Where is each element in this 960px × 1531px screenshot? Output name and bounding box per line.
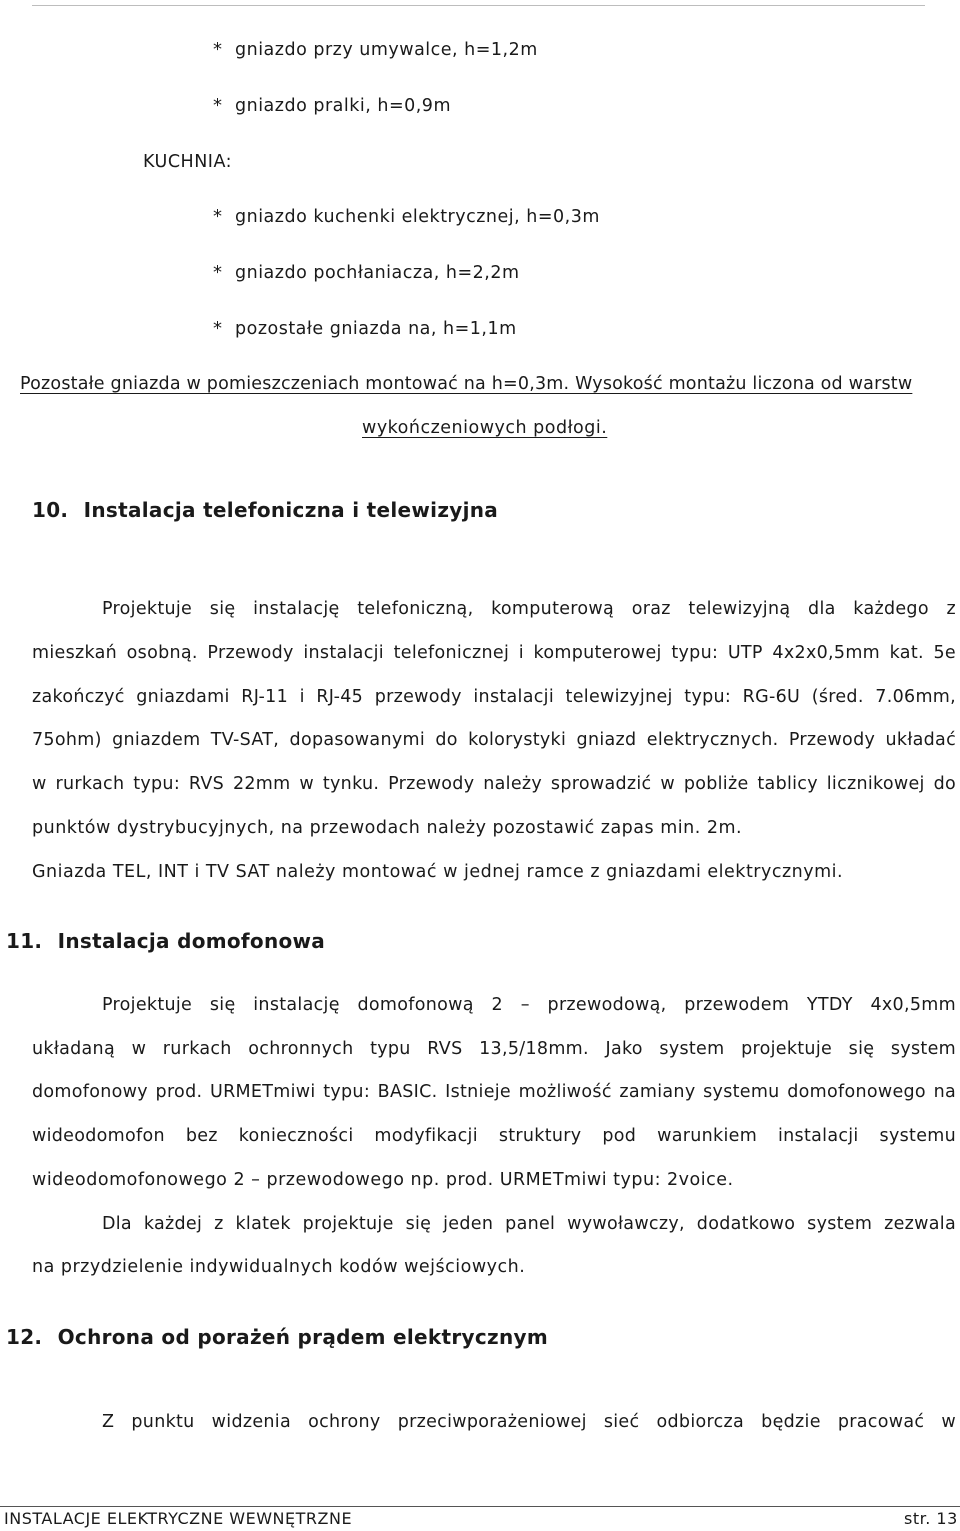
paragraph-line: domofonowy prod. URMETmiwi typu: BASIC. Istnieje możliwość zamiany systemu domofonowego na <box>32 1082 956 1102</box>
paragraph-line: wideodomofon bez konieczności modyfikacji struktury pod warunkiem instalacji systemu <box>32 1126 956 1146</box>
paragraph-line: Dla każdej z klatek projektuje się jeden panel wywoławczy, dodatkowo system zezwala <box>102 1214 956 1234</box>
bullet-item: gniazdo pralki, h=0,9m <box>235 96 451 116</box>
kitchen-label: KUCHNIA: <box>143 152 233 172</box>
bullet-marker: * <box>213 262 222 283</box>
paragraph-line: wideodomofonowego 2 – przewodowego np. prod. URMETmiwi typu: 2voice. <box>32 1170 734 1190</box>
section-number: 11. <box>6 929 43 953</box>
bullet-item: pozostałe gniazda na, h=1,1m <box>235 319 517 339</box>
paragraph-line: punktów dystrybucyjnych, na przewodach należy pozostawić zapas min. 2m. <box>32 818 743 838</box>
paragraph-line: układaną w rurkach ochronnych typu RVS 13,5/18mm. Jako system projektuje się system <box>32 1039 956 1059</box>
bullet-marker: * <box>213 318 222 339</box>
paragraph-line: mieszkań osobną. Przewody instalacji telefonicznej i komputerowej typu: UTP 4x2x0,5mm kat. 5e <box>32 643 956 663</box>
section-title: Instalacja telefoniczna i telewizyjna <box>83 498 499 522</box>
paragraph-line: zakończyć gniazdami RJ-11 i RJ-45 przewody instalacji telewizyjnej typu: RG-6U (śred. 7.06mm, <box>32 687 956 707</box>
section-number: 10. <box>32 498 69 522</box>
paragraph-line: Z punktu widzenia ochrony przeciwporażeniowej sieć odbiorcza będzie pracować w <box>102 1412 956 1432</box>
paragraph-line: Gniazda TEL, INT i TV SAT należy montować w jednej ramce z gniazdami elektrycznymi. <box>32 862 844 882</box>
section-number: 12. <box>6 1325 43 1349</box>
section-11-heading <box>6 928 325 954</box>
sockets-note-line: Pozostałe gniazda w pomieszczeniach montować na h=0,3m. Wysokość montażu liczona od warstw <box>20 374 913 394</box>
footer-title: INSTALACJE ELEKTRYCZNE WEWNĘTRZNE <box>4 1509 353 1528</box>
bullet-marker: * <box>213 206 222 227</box>
bullet-marker: * <box>213 39 222 60</box>
section-title: Instalacja domofonowa <box>57 929 326 953</box>
bullet-item: gniazdo kuchenki elektrycznej, h=0,3m <box>235 207 600 227</box>
paragraph-line: Projektuje się instalację telefoniczną, komputerową oraz telewizyjną dla każdego z <box>102 599 956 619</box>
section-title: Ochrona od porażeń prądem elektrycznym <box>57 1325 548 1349</box>
bullet-item: gniazdo przy umywalce, h=1,2m <box>235 40 538 60</box>
paragraph-line: w rurkach typu: RVS 22mm w tynku. Przewody należy sprowadzić w pobliże tablicy licznikowej do <box>32 774 956 794</box>
page-number: str. 13 <box>904 1509 958 1528</box>
bullet-marker: * <box>213 95 222 116</box>
section-12-heading <box>6 1324 548 1350</box>
paragraph-line: 75ohm) gniazdem TV-SAT, dopasowanymi do kolorystyki gniazd elektrycznych. Przewody układać <box>32 730 956 750</box>
section-10-heading <box>32 497 498 523</box>
top-rule <box>32 5 925 6</box>
paragraph-line: na przydzielenie indywidualnych kodów wejściowych. <box>32 1257 526 1277</box>
bullet-item: gniazdo pochłaniacza, h=2,2m <box>235 263 520 283</box>
sockets-note-line: wykończeniowych podłogi. <box>362 418 608 438</box>
footer-rule <box>0 1506 960 1507</box>
paragraph-line: Projektuje się instalację domofonową 2 – przewodową, przewodem YTDY 4x0,5mm <box>102 995 956 1015</box>
